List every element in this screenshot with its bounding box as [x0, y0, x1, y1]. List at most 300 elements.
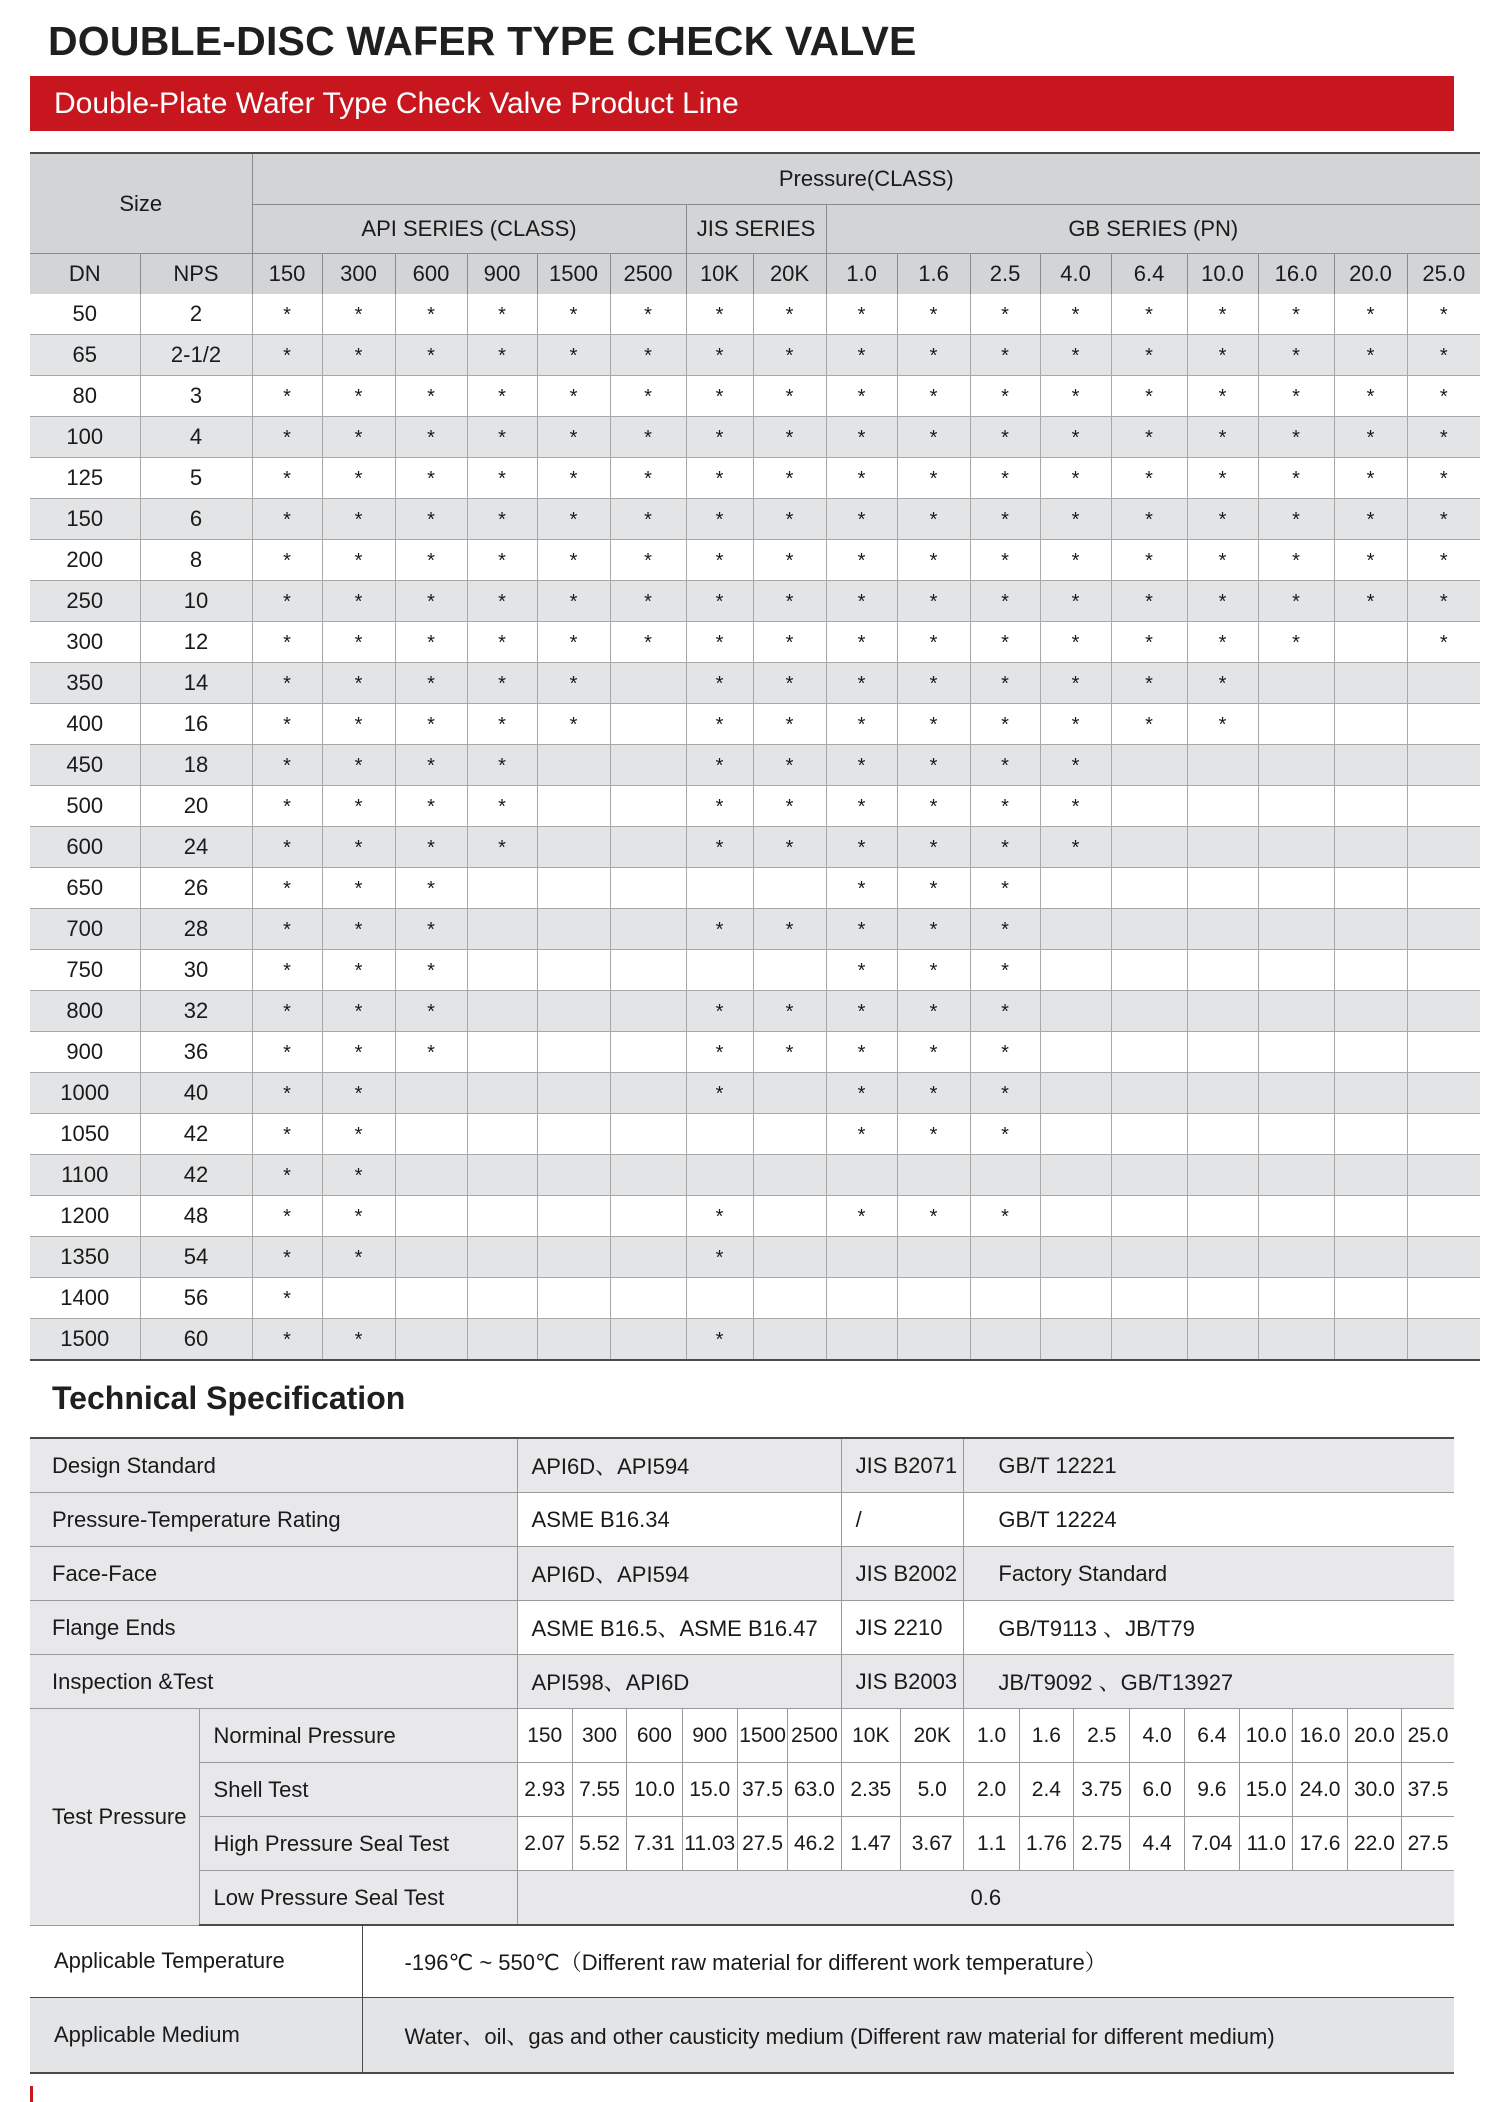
availability-cell	[610, 663, 686, 704]
availability-cell	[1334, 1196, 1407, 1237]
available-mark: *	[785, 796, 794, 818]
dn-cell: 1400	[30, 1278, 140, 1319]
availability-cell	[1040, 991, 1111, 1032]
available-mark: *	[715, 550, 724, 572]
available-mark: *	[1218, 427, 1227, 449]
size-row	[30, 1032, 1480, 1073]
availability-cell	[322, 786, 395, 827]
availability-cell	[322, 376, 395, 417]
available-mark: *	[929, 919, 938, 941]
availability-cell	[970, 335, 1040, 376]
available-mark: *	[715, 837, 724, 859]
available-mark: *	[857, 878, 866, 900]
availability-cell	[826, 1196, 897, 1237]
availability-cell	[467, 1319, 537, 1361]
available-mark: *	[715, 1206, 724, 1228]
availability-cell	[686, 1237, 753, 1278]
available-mark: *	[1001, 1124, 1009, 1146]
availability-cell	[1407, 704, 1480, 745]
size-row	[30, 458, 1480, 499]
applicable-medium-row	[30, 1998, 1454, 2074]
dn-cell: 750	[30, 950, 140, 991]
available-mark: *	[427, 468, 435, 490]
available-mark: *	[1145, 304, 1153, 326]
availability-cell	[1407, 294, 1480, 335]
dn-cell: 50	[30, 294, 140, 335]
availability-cell	[897, 1278, 970, 1319]
api-standard: API598、API6D	[517, 1655, 841, 1709]
availability-cell	[1187, 1114, 1258, 1155]
dn-cell: 300	[30, 622, 140, 663]
available-mark: *	[354, 960, 363, 982]
availability-cell	[467, 1196, 537, 1237]
jis-standard: JIS 2210	[841, 1601, 964, 1655]
available-mark: *	[1292, 632, 1300, 654]
available-mark: *	[1145, 427, 1153, 449]
test-value: 30.0	[1347, 1763, 1401, 1817]
available-mark: *	[929, 550, 938, 572]
available-mark: *	[1071, 837, 1080, 859]
available-mark: *	[1001, 1083, 1009, 1105]
availability-cell	[1040, 499, 1111, 540]
availability-cell	[252, 786, 322, 827]
availability-cell	[753, 909, 826, 950]
availability-cell	[1258, 950, 1334, 991]
available-mark: *	[1145, 345, 1153, 367]
availability-cell	[1407, 1196, 1480, 1237]
availability-cell	[753, 1155, 826, 1196]
dn-cell: 900	[30, 1032, 140, 1073]
test-type-label: Low Pressure Seal Test	[199, 1871, 517, 1926]
available-mark: *	[715, 304, 724, 326]
available-mark: *	[857, 468, 866, 490]
availability-cell	[610, 786, 686, 827]
available-mark: *	[715, 509, 724, 531]
available-mark: *	[1001, 1206, 1009, 1228]
available-mark: *	[1439, 304, 1448, 326]
availability-cell	[753, 991, 826, 1032]
available-mark: *	[1439, 591, 1448, 613]
size-row	[30, 786, 1480, 827]
available-mark: *	[354, 1329, 363, 1351]
available-mark: *	[1071, 591, 1080, 613]
available-mark: *	[1145, 386, 1153, 408]
size-row	[30, 745, 1480, 786]
availability-cell	[753, 786, 826, 827]
test-value: 9.6	[1184, 1763, 1239, 1817]
availability-cell	[686, 827, 753, 868]
nps-cell: 14	[140, 663, 252, 704]
availability-cell	[610, 376, 686, 417]
availability-cell	[537, 1196, 610, 1237]
availability-cell	[826, 704, 897, 745]
availability-cell	[970, 950, 1040, 991]
test-value: 27.5	[737, 1817, 787, 1871]
availability-cell	[826, 1237, 897, 1278]
availability-cell	[610, 704, 686, 745]
availability-cell	[970, 376, 1040, 417]
availability-cell	[1187, 991, 1258, 1032]
availability-cell	[252, 991, 322, 1032]
available-mark: *	[785, 1001, 794, 1023]
available-mark: *	[1071, 427, 1080, 449]
availability-cell	[1258, 1073, 1334, 1114]
availability-cell	[1407, 417, 1480, 458]
available-mark: *	[1001, 345, 1009, 367]
available-mark: *	[1071, 304, 1080, 326]
test-type-label: High Pressure Seal Test	[199, 1817, 517, 1871]
availability-cell	[753, 335, 826, 376]
availability-cell	[610, 1155, 686, 1196]
availability-cell	[1258, 294, 1334, 335]
availability-cell	[897, 745, 970, 786]
availability-cell	[1258, 868, 1334, 909]
size-row	[30, 1196, 1480, 1237]
availability-cell	[537, 376, 610, 417]
available-mark: *	[715, 796, 724, 818]
size-row	[30, 950, 1480, 991]
test-value: 16.0	[1293, 1709, 1347, 1763]
test-value: 5.0	[900, 1763, 963, 1817]
available-mark: *	[857, 632, 866, 654]
availability-cell	[252, 663, 322, 704]
availability-cell	[537, 868, 610, 909]
test-value: 1.0	[964, 1709, 1019, 1763]
pressure-class-header: 600	[395, 254, 467, 295]
availability-cell	[1040, 294, 1111, 335]
spec-row	[30, 1547, 1454, 1601]
dn-cell: 600	[30, 827, 140, 868]
availability-cell	[395, 1196, 467, 1237]
available-mark: *	[929, 837, 938, 859]
availability-cell	[970, 540, 1040, 581]
availability-cell	[826, 1319, 897, 1361]
availability-cell	[252, 376, 322, 417]
dn-cell: 1050	[30, 1114, 140, 1155]
api-standard: ASME B16.34	[517, 1493, 841, 1547]
size-row	[30, 663, 1480, 704]
test-value: 15.0	[1240, 1763, 1293, 1817]
availability-cell	[1407, 1319, 1480, 1361]
nps-cell: 18	[140, 745, 252, 786]
availability-cell	[1040, 704, 1111, 745]
availability-cell	[1407, 499, 1480, 540]
nps-cell: 20	[140, 786, 252, 827]
available-mark: *	[283, 632, 291, 654]
available-mark: *	[857, 591, 866, 613]
available-mark: *	[498, 714, 506, 736]
availability-cell	[395, 1278, 467, 1319]
available-mark: *	[283, 427, 291, 449]
test-value: 46.2	[788, 1817, 841, 1871]
available-mark: *	[1292, 550, 1300, 572]
availability-cell	[322, 294, 395, 335]
availability-cell	[897, 991, 970, 1032]
availability-cell	[1334, 1155, 1407, 1196]
available-mark: *	[929, 304, 938, 326]
availability-cell	[897, 294, 970, 335]
size-row	[30, 622, 1480, 663]
availability-cell	[610, 581, 686, 622]
availability-cell	[686, 622, 753, 663]
availability-cell	[970, 1073, 1040, 1114]
dn-cell: 650	[30, 868, 140, 909]
availability-cell	[753, 827, 826, 868]
test-value: 2.93	[517, 1763, 572, 1817]
availability-cell	[1111, 1237, 1187, 1278]
spec-label: Inspection &Test	[30, 1655, 517, 1709]
availability-cell	[322, 1196, 395, 1237]
pressure-class-header: 6.4	[1111, 254, 1187, 295]
availability-cell	[1258, 909, 1334, 950]
test-value: 6.4	[1184, 1709, 1239, 1763]
availability-cell	[1334, 950, 1407, 991]
availability-cell	[897, 335, 970, 376]
pressure-class-header: 20.0	[1334, 254, 1407, 295]
nps-cell: 2-1/2	[140, 335, 252, 376]
availability-cell	[1407, 1155, 1480, 1196]
available-mark: *	[498, 345, 506, 367]
pressure-class-header: 150	[252, 254, 322, 295]
availability-cell	[897, 417, 970, 458]
availability-cell	[1187, 335, 1258, 376]
availability-cell	[395, 745, 467, 786]
available-mark: *	[1439, 468, 1448, 490]
availability-cell	[395, 540, 467, 581]
pressure-class-header: 900	[467, 254, 537, 295]
available-mark: *	[644, 468, 652, 490]
availability-cell	[753, 540, 826, 581]
availability-cell	[395, 622, 467, 663]
dn-cell: 125	[30, 458, 140, 499]
available-mark: *	[1145, 509, 1153, 531]
availability-cell	[897, 1114, 970, 1155]
availability-cell	[467, 745, 537, 786]
availability-cell	[322, 991, 395, 1032]
availability-cell	[826, 909, 897, 950]
availability-cell	[467, 458, 537, 499]
pressure-class-header: 1500	[537, 254, 610, 295]
available-mark: *	[929, 1206, 938, 1228]
availability-cell	[322, 1278, 395, 1319]
available-mark: *	[427, 345, 435, 367]
availability-cell	[686, 1278, 753, 1319]
dn-cell: 500	[30, 786, 140, 827]
availability-cell	[1407, 950, 1480, 991]
available-mark: *	[1001, 755, 1009, 777]
nps-cell: 30	[140, 950, 252, 991]
availability-cell	[1258, 1155, 1334, 1196]
availability-cell	[252, 335, 322, 376]
nps-cell: 6	[140, 499, 252, 540]
availability-cell	[1111, 745, 1187, 786]
availability-cell	[467, 704, 537, 745]
availability-cell	[610, 335, 686, 376]
available-mark: *	[1218, 509, 1227, 531]
available-mark: *	[569, 509, 578, 531]
available-mark: *	[283, 960, 291, 982]
availability-cell	[686, 704, 753, 745]
availability-cell	[537, 458, 610, 499]
available-mark: *	[283, 673, 291, 695]
available-mark: *	[283, 1124, 291, 1146]
nps-cell: 42	[140, 1114, 252, 1155]
nps-cell: 60	[140, 1319, 252, 1361]
available-mark: *	[1001, 960, 1009, 982]
test-value: 6.0	[1130, 1763, 1184, 1817]
availability-cell	[970, 1237, 1040, 1278]
available-mark: *	[354, 1042, 363, 1064]
available-mark: *	[857, 837, 866, 859]
availability-cell	[467, 909, 537, 950]
availability-cell	[395, 786, 467, 827]
availability-cell	[537, 704, 610, 745]
test-value: 22.0	[1347, 1817, 1401, 1871]
availability-cell	[1040, 1278, 1111, 1319]
test-pressure-row	[30, 1817, 1454, 1871]
available-mark: *	[644, 427, 652, 449]
availability-cell	[1407, 1114, 1480, 1155]
test-pressure-row	[30, 1763, 1454, 1817]
availability-cell	[686, 458, 753, 499]
available-mark: *	[715, 468, 724, 490]
available-mark: *	[785, 386, 794, 408]
available-mark: *	[569, 632, 578, 654]
available-mark: *	[1001, 468, 1009, 490]
size-row	[30, 1114, 1480, 1155]
availability-cell	[970, 663, 1040, 704]
pressure-class-header: 300	[322, 254, 395, 295]
availability-cell	[1334, 376, 1407, 417]
availability-cell	[467, 950, 537, 991]
availability-cell	[252, 581, 322, 622]
availability-cell	[970, 991, 1040, 1032]
availability-cell	[686, 294, 753, 335]
availability-cell	[537, 909, 610, 950]
availability-cell	[537, 827, 610, 868]
available-mark: *	[1366, 386, 1375, 408]
availability-cell	[395, 909, 467, 950]
availability-cell	[467, 1278, 537, 1319]
availability-cell	[1334, 868, 1407, 909]
pressure-class-header: 1.6	[897, 254, 970, 295]
availability-cell	[826, 1278, 897, 1319]
availability-cell	[1334, 745, 1407, 786]
jis-series-header: JIS SERIES	[686, 205, 826, 254]
available-mark: *	[1218, 591, 1227, 613]
availability-cell	[1040, 745, 1111, 786]
availability-cell	[1040, 909, 1111, 950]
available-mark: *	[929, 427, 938, 449]
page-title: DOUBLE-DISC WAFER TYPE CHECK VALVE	[48, 18, 917, 64]
available-mark: *	[1001, 878, 1009, 900]
availability-cell	[1334, 827, 1407, 868]
availability-cell	[467, 294, 537, 335]
availability-cell	[826, 581, 897, 622]
available-mark: *	[498, 755, 506, 777]
available-mark: *	[785, 427, 794, 449]
size-row	[30, 1237, 1480, 1278]
size-row	[30, 417, 1480, 458]
available-mark: *	[498, 304, 506, 326]
availability-cell	[467, 868, 537, 909]
availability-cell	[897, 663, 970, 704]
availability-cell	[1040, 1237, 1111, 1278]
available-mark: *	[1218, 714, 1227, 736]
test-value: 37.5	[1402, 1763, 1454, 1817]
dn-cell: 200	[30, 540, 140, 581]
available-mark: *	[1071, 468, 1080, 490]
api-standard: API6D、API594	[517, 1547, 841, 1601]
available-mark: *	[354, 1165, 363, 1187]
availability-cell	[826, 1032, 897, 1073]
available-mark: *	[283, 550, 291, 572]
availability-cell	[1258, 1237, 1334, 1278]
availability-cell	[686, 499, 753, 540]
available-mark: *	[715, 1247, 724, 1269]
available-mark: *	[354, 796, 363, 818]
available-mark: *	[498, 796, 506, 818]
availability-cell	[1040, 376, 1111, 417]
availability-cell	[826, 1155, 897, 1196]
available-mark: *	[283, 796, 291, 818]
availability-cell	[610, 1278, 686, 1319]
available-mark: *	[283, 1042, 291, 1064]
available-mark: *	[715, 345, 724, 367]
available-mark: *	[427, 591, 435, 613]
available-mark: *	[569, 673, 578, 695]
available-mark: *	[929, 468, 938, 490]
available-mark: *	[857, 673, 866, 695]
availability-cell	[322, 581, 395, 622]
available-mark: *	[283, 714, 291, 736]
available-mark: *	[1218, 468, 1227, 490]
availability-cell	[252, 622, 322, 663]
availability-cell	[537, 417, 610, 458]
availability-cell	[1258, 376, 1334, 417]
application-table	[30, 1925, 1454, 2074]
available-mark: *	[929, 1042, 938, 1064]
available-mark: *	[1292, 304, 1300, 326]
availability-cell	[467, 417, 537, 458]
availability-cell	[826, 745, 897, 786]
availability-cell	[1258, 622, 1334, 663]
availability-cell	[1111, 335, 1187, 376]
available-mark: *	[498, 673, 506, 695]
size-header: Size	[30, 153, 252, 254]
available-mark: *	[569, 468, 578, 490]
test-value: 4.0	[1130, 1709, 1184, 1763]
availability-cell	[1334, 540, 1407, 581]
availability-cell	[970, 745, 1040, 786]
test-value: 1.47	[841, 1817, 900, 1871]
availability-cell	[1111, 1032, 1187, 1073]
availability-cell	[686, 663, 753, 704]
available-mark: *	[354, 837, 363, 859]
availability-cell	[1187, 786, 1258, 827]
availability-cell	[753, 950, 826, 991]
availability-cell	[1187, 1237, 1258, 1278]
availability-cell	[686, 335, 753, 376]
available-mark: *	[1218, 304, 1227, 326]
available-mark: *	[929, 796, 938, 818]
availability-cell	[1258, 1196, 1334, 1237]
available-mark: *	[1001, 427, 1009, 449]
applicable-medium-value: Water、oil、gas and other causticity medium (Different raw material for different medium)	[362, 1998, 1454, 2074]
availability-cell	[610, 1073, 686, 1114]
available-mark: *	[283, 837, 291, 859]
availability-cell	[322, 950, 395, 991]
